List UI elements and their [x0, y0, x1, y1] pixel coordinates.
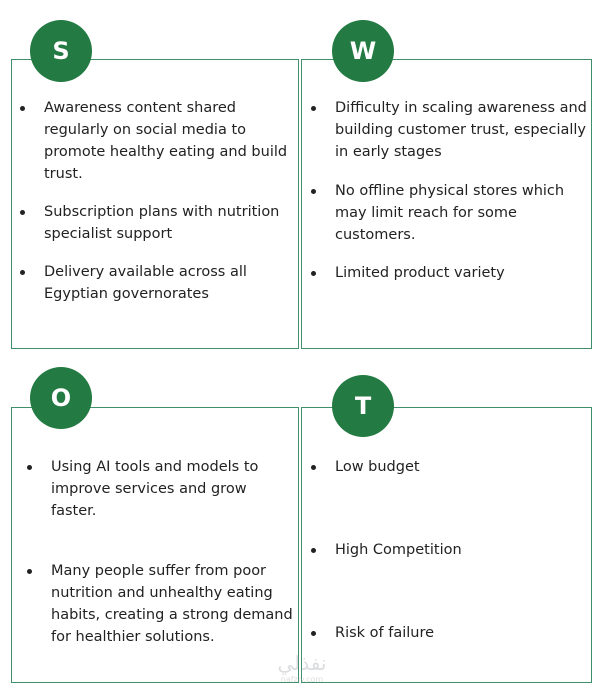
- opportunities-badge: O: [30, 367, 92, 429]
- bullet-icon: [311, 548, 316, 553]
- bullet-icon: [311, 189, 316, 194]
- watermark-logo: [262, 648, 342, 686]
- strengths-list: [20, 97, 290, 305]
- watermark-text: نفذلي: [277, 651, 327, 675]
- threats-item: [311, 456, 587, 478]
- weaknesses-badge: W: [332, 20, 394, 82]
- strengths-item-text: Awareness content shared regularly on social media to promote healthy eating and build trust.: [44, 100, 288, 182]
- bullet-icon: [27, 569, 32, 574]
- weaknesses-item-text: Difficulty in scaling awareness and building customer trust, especially in early stages: [335, 100, 587, 160]
- weaknesses-item-text: Limited product variety: [335, 265, 505, 281]
- strengths-item-text: Delivery available across all Egyptian governorates: [44, 264, 247, 302]
- strengths-badge: S: [30, 20, 92, 82]
- strengths-item: [20, 97, 290, 185]
- threats-item: [311, 539, 587, 561]
- bullet-icon: [20, 270, 25, 275]
- opportunities-item: [27, 560, 293, 648]
- strengths-item-text: Subscription plans with nutrition specialist support: [44, 204, 280, 242]
- bullet-icon: [20, 106, 25, 111]
- threats-list: [311, 456, 587, 644]
- weaknesses-item-text: No offline physical stores which may limit reach for some customers.: [335, 183, 565, 243]
- threats-item-text: Low budget: [335, 459, 420, 475]
- weaknesses-item: [311, 262, 587, 284]
- opportunities-item: [27, 456, 293, 522]
- opportunities-list: [27, 456, 293, 648]
- threats-item-text: Risk of failure: [335, 625, 435, 641]
- watermark-subtext: nafzly.com: [280, 675, 324, 684]
- bullet-icon: [311, 631, 316, 636]
- bullet-icon: [20, 210, 25, 215]
- bullet-icon: [311, 106, 316, 111]
- opportunities-item-text: Using AI tools and models to improve services and grow faster.: [51, 459, 259, 519]
- bullet-icon: [311, 465, 316, 470]
- weaknesses-list: [311, 97, 587, 284]
- strengths-item: [20, 201, 290, 245]
- bullet-icon: [27, 465, 32, 470]
- threats-item: [311, 622, 587, 644]
- bullet-icon: [311, 271, 316, 276]
- opportunities-item-text: Many people suffer from poor nutrition and unhealthy eating habits, creating a strong demand for healthier solutions.: [51, 563, 293, 645]
- weaknesses-item: [311, 180, 587, 246]
- strengths-item: [20, 261, 290, 305]
- threats-item-text: High Competition: [335, 542, 462, 558]
- weaknesses-item: [311, 97, 587, 163]
- threats-badge: T: [332, 375, 394, 437]
